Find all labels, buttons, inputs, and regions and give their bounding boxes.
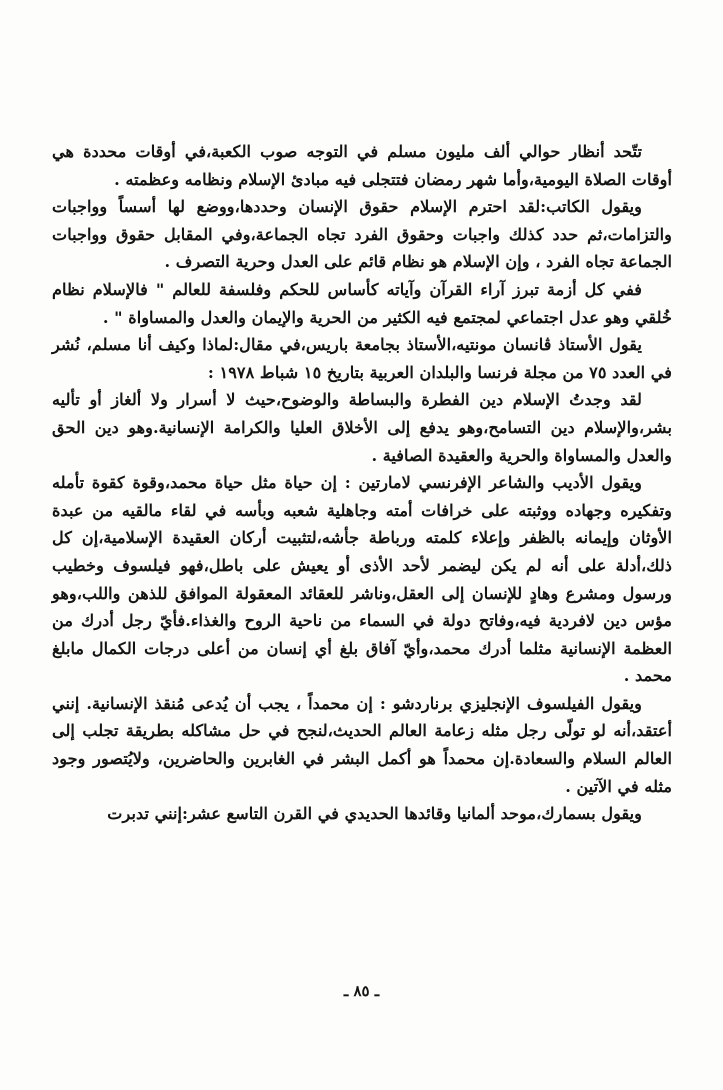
body-text — [52, 138, 672, 828]
paragraph-bismarck: ويقول بسمارك،موحد ألمانيا وقائدها الحديدي في القرن التاسع عشر:إنني تدبرت — [107, 804, 642, 824]
paragraph-lamartine: ويقول الأديب والشاعر الإفرنسي لامارتين : إن حياة مثل حياة محمد،وقوة كقوة تأمله وتفكيره وجهاده ووثبته على خرافات أمته وجاهلية شعبه وبأسه في لقاء مالقيه من عبدة الأوثان وإيمانه بالظفر وإعلاء كلمته ورباطة جأشه،لتثبيت أركان العقيدة الإسلامية،إن كل ذلك،أدلة على أنه لم يكن ليضمر لأحد الأذى أو يعيش على باطل،فهو فيلسوف وخطيب ورسول ومشرع وهادٍ للإنسان إلى العقل،وناشر للعقائد المعقولة الموافق للذهن واللب،وهو مؤس دين لافردية فيه،وفاتح دولة في السماء من ناحية الروح والغذاء.فأيّ رجل أدرك من العظمة الإنسانية مثلما أدرك محمد،وأيّ آفاق بلغ أي إنسان من أعلى درجات الكمال مابلغ محمد . — [52, 473, 672, 686]
paragraph-monteil-quote: لقد وجدتُ الإسلام دين الفطرة والبساطة والوضوح،حيث لا أسرار ولا ألغاز أو تأليه بشر،والإسلام دين التسامح،وهو يدفع إلى الأخلاق العليا والكرامة الإنسانية.وهو دين الحق والعدل والمساواة والحرية والعقيدة الصافية . — [52, 390, 672, 465]
paragraph-monteil-intro: يقول الأستاذ ڤانسان مونتيه،الأستاذ بجامعة باريس،في مقال:لماذا وكيف أنا مسلم، نُشر في العدد ٧٥ من مجلة فرنسا والبلدان العربية بتاريخ ١٥ شباط ١٩٧٨ : — [52, 335, 672, 382]
paragraph-bernard-shaw: ويقول الفيلسوف الإنجليزي برناردشو : إن محمداً ، يجب أن يُدعى مُنقذ الإنسانية. إنني أعتقد،أنه لو تولّى رجل مثله زعامة العالم الحديث،لنجح في حل مشاكله بطريقة تجلب إلى العالم السلام والسعادة.إن محمداً هو أكمل البشر في الغابرين والحاضرين، ولايُتصور وجود مثله في الآتين . — [52, 693, 672, 796]
page-number: ـ ٨٥ ـ — [343, 982, 380, 1000]
paragraph-kaaba-unity: تتّحد أنظار حوالي ألف مليون مسلم في التوجه صوب الكعبة،في أوقات محددة هي أوقات الصلاة اليومية،وأما شهر رمضان فتتجلى فيه مبادئ الإسلام ونظامه وعظمته . — [52, 142, 672, 189]
paragraph-quran-crisis: ففي كل أزمة تبرز آراء القرآن وآياته كأساس للحكم وفلسفة للعالم " فالإسلام نظام خُلقي وهو عدل اجتماعي لمجتمع فيه الكثير من الحرية والإيمان والعدل والمساواة " . — [52, 279, 672, 327]
paragraph-human-rights: ويقول الكاتب:لقد احترم الإسلام حقوق الإنسان وحددها،ووضع لها أسساً وواجبات والتزامات،ثم حدد كذلك واجبات وحقوق الفرد تجاه الجماعة،وفي المقابل حقوق وواجبات الجماعة تجاه الفرد ، وإن الإسلام هو نظام قائم على العدل وحرية التصرف . — [52, 197, 672, 272]
